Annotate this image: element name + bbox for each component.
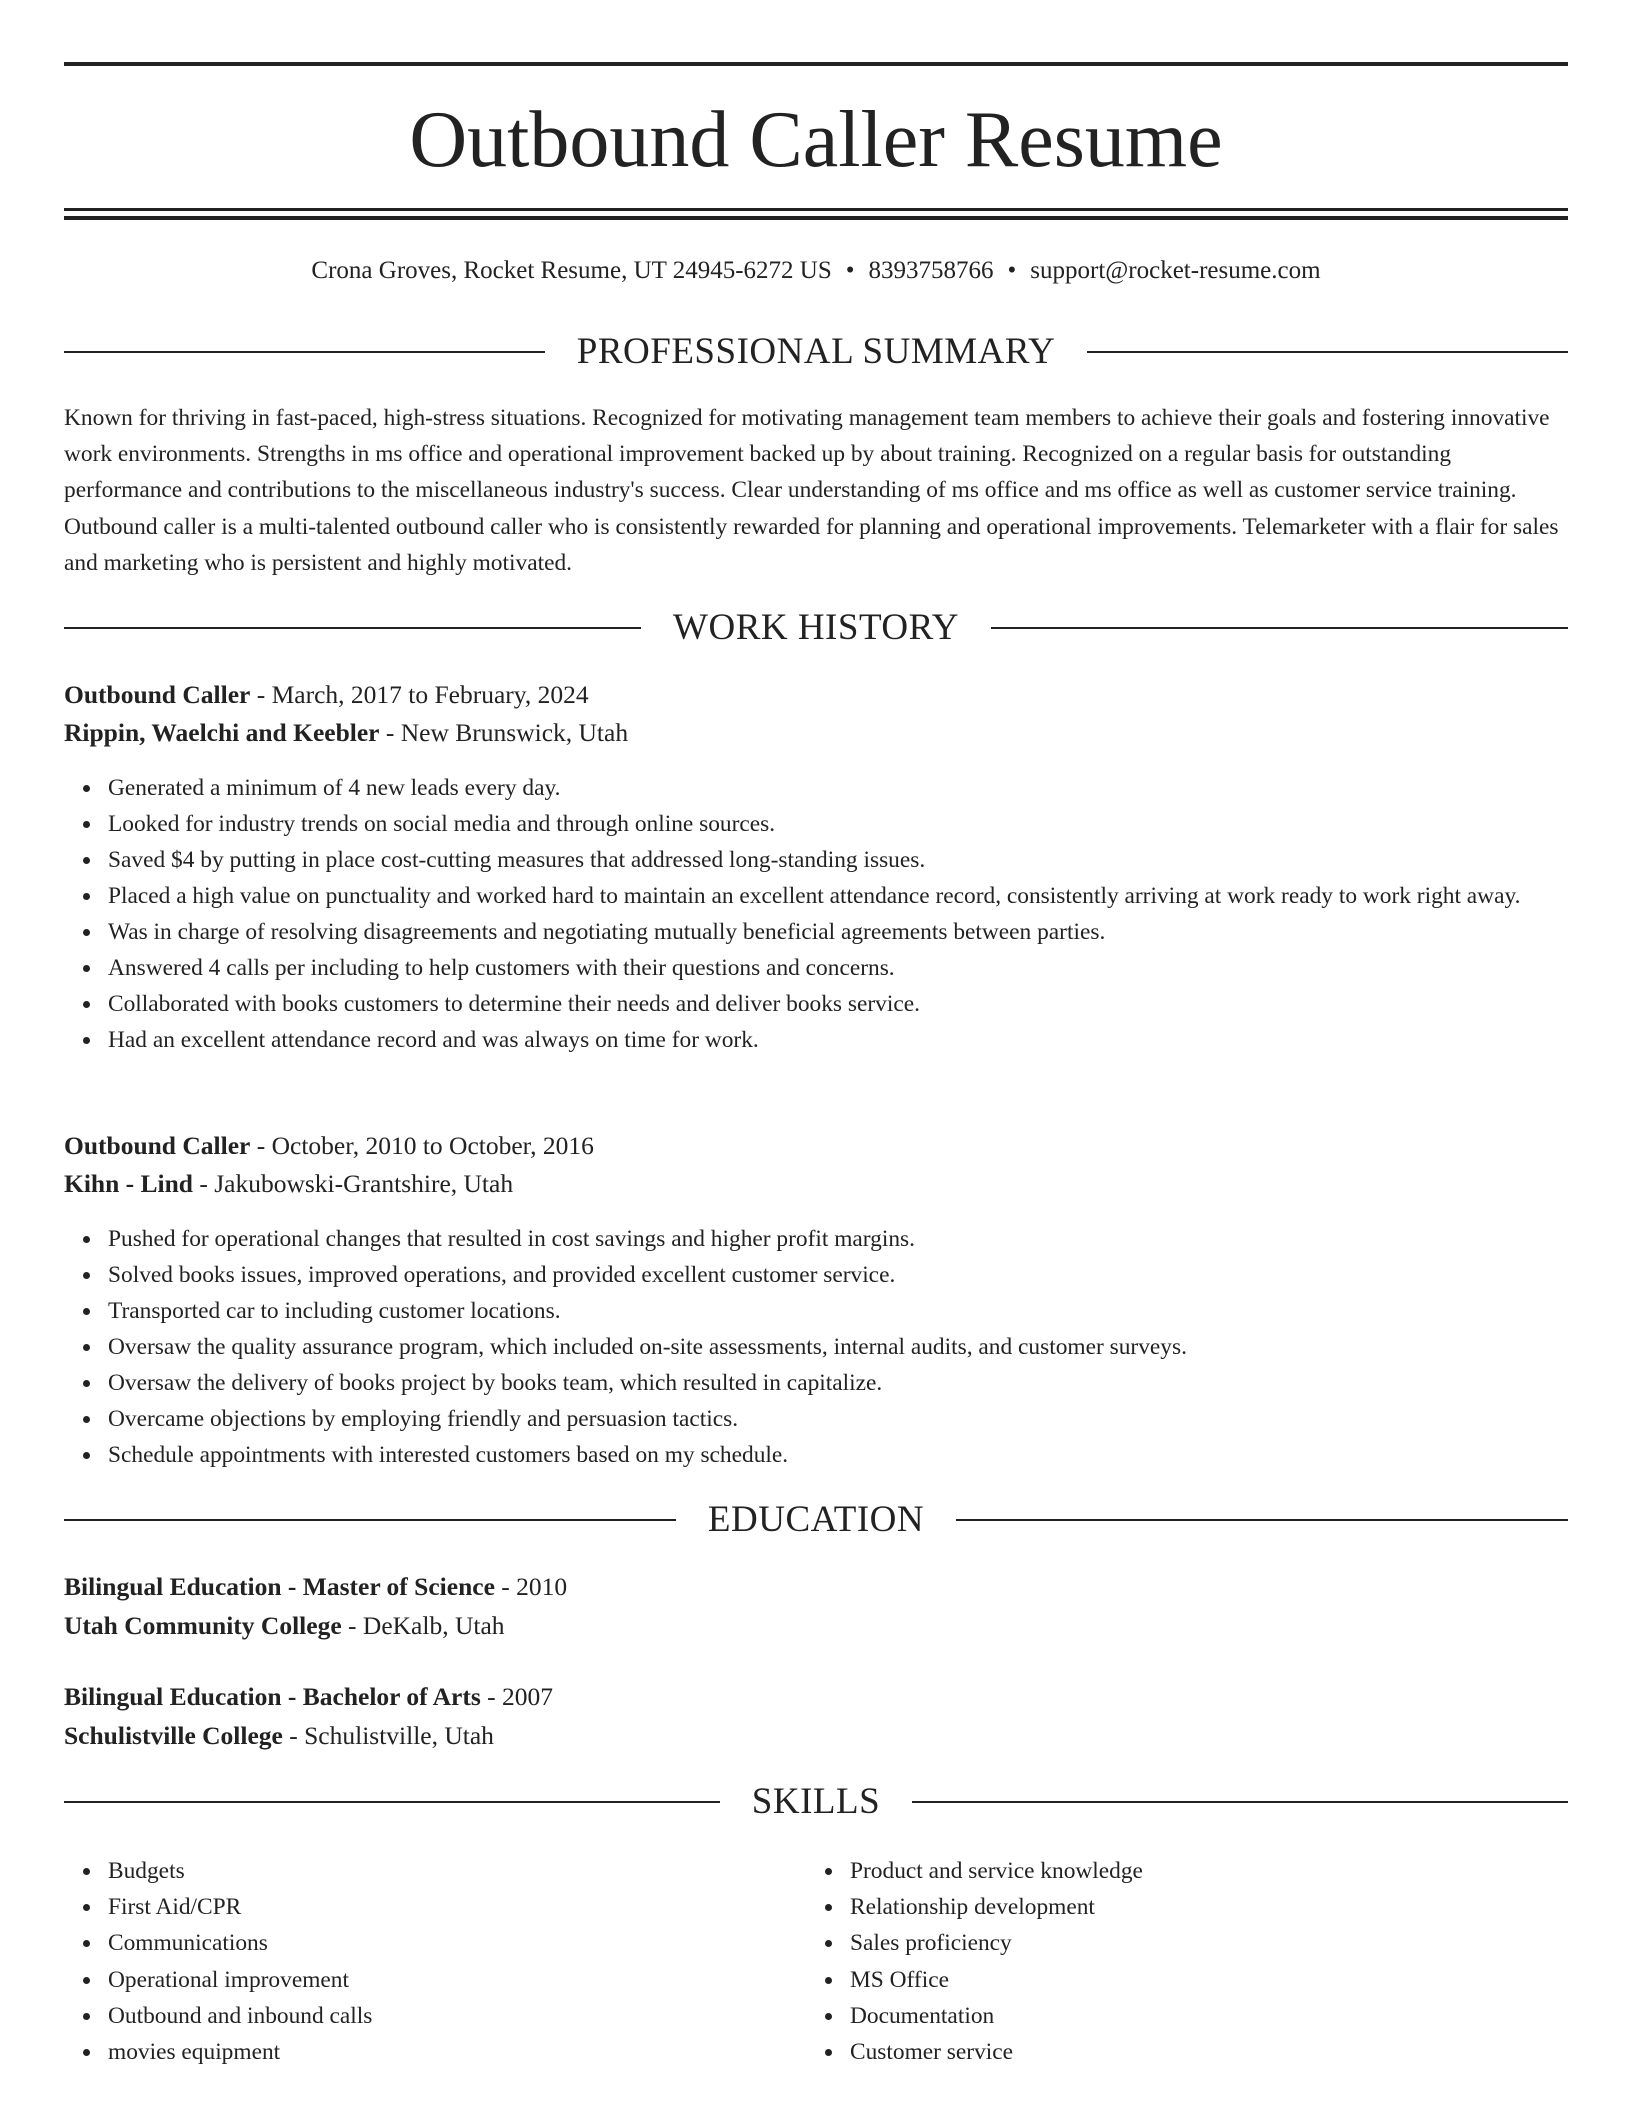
skill-item: Documentation xyxy=(850,1998,1143,2034)
header-top-rule xyxy=(64,62,1568,66)
job-bullets xyxy=(64,770,1612,1058)
list-item: Placed a high value on punctuality and worked hard to maintain an excellent attendance record, consistently arriving at work ready to work right away. xyxy=(108,878,1612,914)
job-title-line xyxy=(64,678,1568,712)
skill-item: Communications xyxy=(108,1925,372,1961)
skill-item: movies equipment xyxy=(108,2034,372,2070)
skill-item: Customer service xyxy=(850,2034,1143,2070)
skill-item: Product and service knowledge xyxy=(850,1853,1143,1889)
section-label: PROFESSIONAL SUMMARY xyxy=(576,331,1056,372)
section-label: EDUCATION xyxy=(707,1499,925,1540)
job-title: Outbound Caller xyxy=(64,680,251,709)
resume-title: Outbound Caller Resume xyxy=(409,96,1223,184)
list-item: Answered 4 calls per including to help customers with their questions and concerns. xyxy=(108,950,1612,986)
education-location: - Schulistville, Utah xyxy=(282,1721,494,1750)
education-degree-line xyxy=(64,1680,1568,1714)
list-item: Transported car to including customer locations. xyxy=(108,1293,1612,1329)
job-dates: - October, 2010 to October, 2016 xyxy=(250,1131,594,1160)
education-year: - 2007 xyxy=(480,1682,554,1711)
header-bottom-rule-second xyxy=(64,216,1568,220)
education-degree: Bilingual Education - Bachelor of Arts xyxy=(64,1682,481,1711)
skill-item: First Aid/CPR xyxy=(108,1889,372,1925)
skill-item: Sales proficiency xyxy=(850,1925,1143,1961)
education-school-line xyxy=(64,1609,1568,1643)
skill-item: Budgets xyxy=(108,1853,372,1889)
education-degree-line xyxy=(64,1570,1568,1604)
summary-text: Known for thriving in fast-paced, high-stress situations. Recognized for motivating management team members to achieve their goals and fostering innovative work environments. Strengths in ms office and operational improvement backed up by about training. Recognized on a regular basis for outstanding performance and contributions to the miscellaneous industry's success. Clear understanding of ms office and ms office as well as customer service training. Outbound caller is a multi-talented outbound caller who is consistently rewarded for planning and operational improvements. Telemarketer with a flair for sales and marketing who is persistent and highly motivated. xyxy=(64,405,1559,576)
skill-item: Operational improvement xyxy=(108,1962,372,1998)
education-degree: Bilingual Education - Master of Science xyxy=(64,1572,495,1601)
section-rule-right xyxy=(912,1801,1568,1803)
section-label: WORK HISTORY xyxy=(673,607,959,648)
contact-email: support@rocket-resume.com xyxy=(1030,257,1321,284)
contact-separator: • xyxy=(845,257,855,284)
contact-line xyxy=(64,254,1568,288)
section-rule-left xyxy=(64,1519,676,1521)
job-dates: - March, 2017 to February, 2024 xyxy=(250,680,589,709)
job-company: Kihn - Lind xyxy=(64,1169,193,1198)
section-heading-education xyxy=(64,1498,1568,1542)
section-rule-left xyxy=(64,351,545,353)
section-rule-right xyxy=(956,1519,1568,1521)
job-title-line xyxy=(64,1129,1568,1163)
list-item: Was in charge of resolving disagreements and negotiating mutually beneficial agreements between parties. xyxy=(108,914,1612,950)
list-item: Solved books issues, improved operations, and provided excellent customer service. xyxy=(108,1257,1612,1293)
education-location: - DeKalb, Utah xyxy=(341,1611,505,1640)
contact-separator: • xyxy=(1007,257,1017,284)
skill-item: MS Office xyxy=(850,1962,1143,1998)
list-item: Overcame objections by employing friendly and persuasion tactics. xyxy=(108,1401,1612,1437)
list-item: Oversaw the quality assurance program, which included on-site assessments, internal audits, and customer surveys. xyxy=(108,1329,1612,1365)
list-item: Had an excellent attendance record and was always on time for work. xyxy=(108,1022,1612,1058)
list-item: Schedule appointments with interested customers based on my schedule. xyxy=(108,1437,1612,1473)
skill-item: Outbound and inbound calls xyxy=(108,1998,372,2034)
section-heading-work xyxy=(64,606,1568,650)
job-company-line xyxy=(64,716,1568,750)
list-item: Generated a minimum of 4 new leads every day. xyxy=(108,770,1612,806)
contact-address: Crona Groves, Rocket Resume, UT 24945-6272 US xyxy=(311,257,832,284)
job-company: Rippin, Waelchi and Keebler xyxy=(64,718,380,747)
section-label: SKILLS xyxy=(751,1781,881,1822)
section-heading-summary xyxy=(64,330,1568,374)
job-location: - Jakubowski-Grantshire, Utah xyxy=(192,1169,514,1198)
section-rule-right xyxy=(1087,351,1568,353)
list-item: Looked for industry trends on social media and through online sources. xyxy=(108,806,1612,842)
education-year: - 2010 xyxy=(494,1572,568,1601)
section-heading-skills xyxy=(64,1780,1568,1824)
section-rule-left xyxy=(64,627,641,629)
list-item: Pushed for operational changes that resulted in cost savings and higher profit margins. xyxy=(108,1221,1612,1257)
education-school: Schulistville College xyxy=(64,1721,283,1750)
list-item: Saved $4 by putting in place cost-cutting measures that addressed long-standing issues. xyxy=(108,842,1612,878)
section-rule-left xyxy=(64,1801,720,1803)
skills-list-left xyxy=(108,1853,372,2070)
education-school: Utah Community College xyxy=(64,1611,342,1640)
section-rule-right xyxy=(991,627,1568,629)
contact-phone: 8393758766 xyxy=(868,257,994,284)
job-bullets xyxy=(64,1221,1612,1473)
education-school-line xyxy=(64,1719,1568,1753)
job-location: - New Brunswick, Utah xyxy=(379,718,629,747)
job-company-line xyxy=(64,1167,1568,1201)
list-item: Oversaw the delivery of books project by books team, which resulted in capitalize. xyxy=(108,1365,1612,1401)
header-bottom-rule xyxy=(64,208,1568,211)
job-title: Outbound Caller xyxy=(64,1131,251,1160)
list-item: Collaborated with books customers to determine their needs and deliver books service. xyxy=(108,986,1612,1022)
skills-list-right xyxy=(850,1853,1143,2070)
skill-item: Relationship development xyxy=(850,1889,1143,1925)
